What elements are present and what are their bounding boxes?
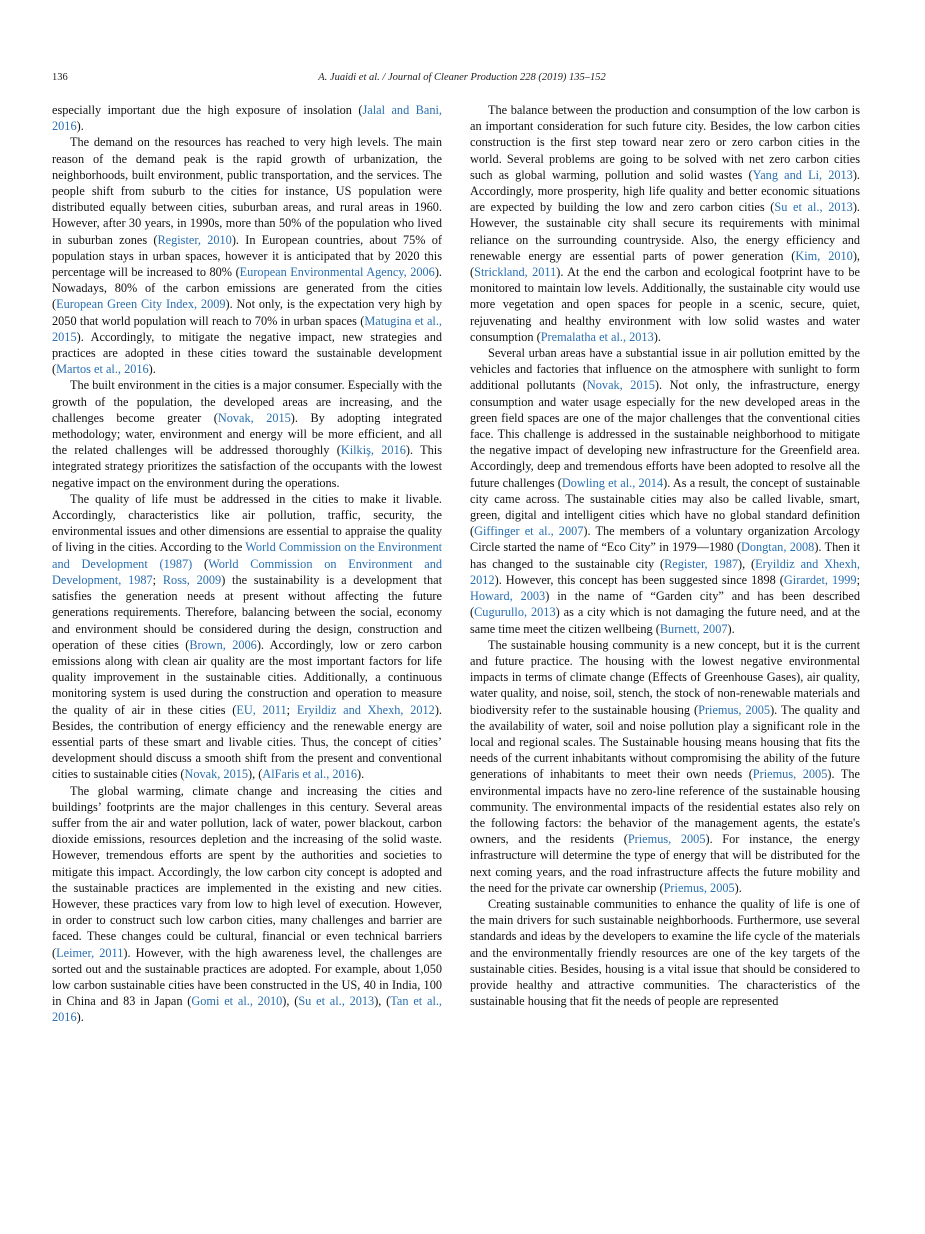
paragraph-text: ). [76, 119, 84, 134]
paragraph-text: ; [856, 572, 860, 587]
citation-link[interactable]: Eryildiz and Xhexh, 2012 [296, 702, 435, 717]
paragraph-text: Several urban areas have a substantial issue in air pollution emitted by the vehicles and factories that influence on the atmosphere with sunlight to form additional pollutants ( [470, 346, 860, 393]
paragraph-text: The quality of life must be addressed in the cities to make it livable. Accordingly, characteristics like air pollution, traffic, security, the environmental issues and other dimensions are essential to appraise the quality of living in the cities. According to the [52, 491, 442, 555]
citation-link[interactable]: Su et al., 2013 [298, 994, 375, 1009]
citation-link[interactable]: Novak, 2015 [184, 767, 249, 782]
paragraph [52, 491, 442, 783]
citation-link[interactable]: Matugina et al., 2015 [52, 313, 442, 344]
paragraph-text: ). For instance, the energy infrastructure will determine the type of energy that will be distributed for the next coming years, and the road infrastructure affects the future mobility and the need for the private car ownership ( [470, 832, 860, 895]
citation-link[interactable]: Yang and Li, 2013 [752, 167, 853, 182]
paragraph [470, 102, 860, 345]
citation-link[interactable]: Dowling et al., 2014 [561, 475, 664, 490]
paragraph-text: especially important due the high exposure of insolation ( [52, 103, 363, 117]
paragraph-text: The global warming, climate change and increasing the cities and buildings’ footprints are the major challenges in this century. Several areas suffer from the air and water pollution, lack of water, power blackout, carbon dioxide emissions, resources depletion and the increasing of the solid waste. However, tremendous efforts are spent by the authorities and societies to mitigate this impact. Accordingly, the low carbon city concept is adopted and the sustainable practices are implemented in the existing and new cities. However, these practices vary from low to high level of execution. However, in order to construct such low carbon cities, many challenges and barrier are faced. These changes could be cultural, financial or even technical barriers ( [52, 783, 442, 960]
paragraph-text: ), ( [248, 767, 263, 782]
citation-link[interactable]: European Green City Index, 2009 [56, 297, 226, 312]
citation-link[interactable]: Leimer, 2011 [56, 945, 124, 960]
citation-link[interactable]: Jalal and Bani, 2016 [52, 103, 442, 134]
paragraph-text: ). [76, 1010, 84, 1025]
paragraph-text: ). Nowadays, 80% of the carbon emissions are generated from the cities ( [52, 265, 442, 312]
paragraph-text: ). [727, 621, 735, 636]
paragraph-text: ). However, this concept has been suggested since 1898 ( [494, 572, 784, 587]
citation-link[interactable]: Register, 2010 [157, 232, 232, 247]
paragraph-text: ) as a city which is not damaging the future need, and at the same time meet the citizen wellbeing ( [470, 605, 860, 636]
paragraph-text: ), ( [282, 994, 299, 1009]
citation-link[interactable]: Dongtan, 2008 [740, 540, 815, 555]
paragraph-text: ; [152, 572, 163, 587]
citation-link[interactable]: Cugurullo, 2013 [474, 605, 556, 620]
paragraph-text: ). The environmental impacts have no zero-line reference of the sustainable housing community. The environmental impacts of the residential estates also rely on the following factors: the behavior of the management agents, the estate's owners, and the residents ( [470, 767, 861, 847]
citation-link[interactable]: World Commission on the Environment and Development (1987) [52, 540, 443, 571]
paragraph-text: ), ( [374, 994, 391, 1009]
citation-link[interactable]: Novak, 2015 [586, 378, 655, 393]
paragraph-text: ; [286, 702, 297, 717]
paragraph-text: ). [356, 767, 365, 782]
citation-link[interactable]: Su et al., 2013 [774, 200, 853, 215]
paragraph-text: ). [653, 329, 661, 344]
citation-link[interactable]: Brown, 2006 [189, 637, 257, 652]
citation-link[interactable]: Novak, 2015 [217, 410, 291, 425]
citation-link[interactable]: Burnett, 2007 [659, 621, 728, 636]
page-header [52, 72, 872, 88]
citation-link[interactable]: Priemus, 2005 [627, 832, 706, 847]
paragraph-text: ). However, the sustainable city shall secure its requirements with minimal reliance on the surrounding countryside. Also, the energy efficiency and renewable energy are essential parts of power generation ( [470, 200, 860, 263]
citation-link[interactable]: Strickland, 2011 [474, 265, 557, 280]
citation-link[interactable]: Gomi et al., 2010 [191, 994, 283, 1009]
citation-link[interactable]: Martos et al., 2016 [56, 362, 149, 377]
paragraph-text: ). Not only, is the expectation very high by 2050 that world population will reach to 70% in urban spaces ( [52, 297, 442, 328]
paragraph-text: The demand on the resources has reached to very high levels. The main reason of the demand peak is the rapid growth of urbanization, the neighborhoods, built environment, public transportation, and the services. The people shift from suburb to the cities for instance, US population were distributed equally between cities, suburban areas, and rural areas in 1960. However, after 30 years, in 1990s, more than 50% of the population who lived in suburban zones ( [52, 135, 442, 247]
paragraph-text: ) in the name of “Garden city” and has been described ( [470, 589, 860, 620]
paragraph-text: The sustainable housing community is a new concept, but it is the current and future practice. The housing with the lowest negative environmental impacts in terms of climate change (Effects of Greenhouse Gases), air quality, water quality, and noise, soil, stench, the stock of non-renewable materials and biodiversity refer to the sustainable housing ( [470, 637, 860, 717]
citation-link[interactable]: Priemus, 2005 [663, 880, 735, 895]
citation-link[interactable]: Priemus, 2005 [752, 767, 828, 782]
citation-link[interactable]: Ross, 2009 [162, 572, 222, 587]
paragraph-text: ), ( [470, 248, 860, 280]
citation-link[interactable]: Register, 1987 [664, 556, 739, 571]
paragraph-text: ( [192, 556, 209, 571]
paragraph [52, 134, 442, 377]
paragraph-text: ). Accordingly, to mitigate the negative impact, new strategies and practices are adopted in these cities toward the sustainable development ( [52, 329, 442, 377]
running-title: A. Juaidi et al. / Journal of Cleaner Production 228 (2019) 135–152 [318, 72, 606, 83]
paragraph-text: ). In European countries, about 75% of population stays in urban spaces, however it is anticipated that by 2020 this percentage will be increased to 80% ( [52, 232, 442, 280]
paragraph-text: ). This integrated strategy prioritizes the satisfaction of the occupants with the lowest negative impact on the environment during the operations. [52, 443, 442, 490]
paragraph [470, 896, 860, 1009]
paragraph-text: ). At the end the carbon and ecological footprint have to be monitored to maintain low levels. Additionally, the sustainable city would use more vegetation and open spaces for people in a scenic, secure, quiet, rejuvenating and healthy environment with low solid wastes and water consumption ( [470, 265, 860, 344]
right-column [470, 102, 860, 1009]
paragraph-text: ). Besides, the contribution of energy efficiency and the renewable energy are essential parts of these smart and livable cities. Thus, the concept of cities’ development should discuss a smooth shift from the present and conventional cities to sustainable cities ( [52, 702, 442, 782]
paragraph [470, 345, 860, 637]
left-column [52, 102, 442, 1026]
citation-link[interactable]: World Commission on Environment and Development, 1987 [52, 556, 442, 587]
citation-link[interactable]: Priemus, 2005 [698, 702, 771, 717]
citation-link[interactable]: AlFaris et al., 2016 [262, 767, 357, 782]
paragraph-text: The balance between the production and consumption of the low carbon is an important consideration for such future city. Besides, the low carbon cities construction is the first step toward near zero or zero carbon cities in the world. Several problems are going to be solved with net zero carbon cities such as global warming, pollution and solid wastes ( [470, 103, 860, 182]
paragraph-text: ). Then it has changed to the sustainable city ( [470, 540, 860, 571]
citation-link[interactable]: Kim, 2010 [795, 248, 853, 263]
paragraph [52, 377, 442, 490]
citation-link[interactable]: Eryildiz and Xhexh, 2012 [470, 556, 861, 587]
citation-link[interactable]: Howard, 2003 [470, 589, 546, 604]
paragraph-text: ). Accordingly, low or zero carbon emissions along with clean air quality are the most important factors for life quality improvement in the sustainable cities. Additionally, a continuous monitoring system is used during the construction and operation to measure the quality of air in these cities ( [52, 637, 443, 717]
citation-link[interactable]: EU, 2011 [236, 702, 287, 717]
page-number: 136 [52, 72, 68, 83]
paragraph-text: ). [734, 880, 742, 895]
paragraph-text: ). The members of a voluntary organization Arcology Circle started the name of “Eco City” in 1979—1980 ( [470, 524, 860, 555]
paragraph-text: ). As a result, the concept of sustainable city came across. The sustainable cities may also be called livable, smart, green, digital and intelligent cities which have no global standard definition ( [470, 475, 860, 539]
paragraph-text: The built environment in the cities is a major consumer. Especially with the growth of the population, the developed areas are increasing, and the challenges become greater ( [52, 378, 442, 425]
paragraph-text: ). By adopting integrated methodology; water, environment and energy will be more efficient, and all the related challenges will be addressed thoroughly ( [52, 410, 442, 458]
citation-link[interactable]: Premalatha et al., 2013 [540, 329, 654, 344]
paragraph-text: ). However, with the high awareness level, the challenges are sorted out and the sustainable practices are adopted. For example, about 1,050 low carbon sustainable cities have been constructed in the US, 40 in India, 100 in China and 83 in Japan ( [52, 945, 442, 1009]
citation-link[interactable]: Kilkiş, 2016 [340, 443, 406, 458]
paragraph-text: ). Not only, the infrastructure, energy consumption and water usage especially for the new developed areas in the green field spaces are one of the major challenges that the conventional cities face. This challenge is addressed in the sustainable neighborhood to mitigate the negative impact of developing new infrastructure for the Greenfield area. Accordingly, deep and tremendous efforts have been adopted to resolve all the future challenges ( [470, 378, 860, 490]
citation-link[interactable]: Girardet, 1999 [783, 572, 857, 587]
paragraph-text: Creating sustainable communities to enhance the quality of life is one of the main drivers for such sustainable neighborhoods. Furthermore, use several standards and ideas by the developers to examine the life cycle of the materials and the environmentally friendly resources are one of the key targets of the sustainable cities. Besides, housing is a vital issue that should be considered to provide healthy and attractive communities. The characteristics of the sustainable housing that fit the needs of people are represented [470, 896, 860, 1009]
paragraph-text: ), ( [738, 556, 756, 571]
paragraph [470, 637, 860, 896]
paragraph-text: ). The quality and the availability of water, soil and noise pollution play a significant role in the local and regional scales. The Sustainable housing means housing that fits the needs of the current inhabitants without compromising the ability of the future generations of inhabitants to meet their own needs ( [470, 702, 860, 782]
paragraph [52, 783, 442, 1026]
citation-link[interactable]: European Environmental Agency, 2006 [239, 265, 435, 280]
paragraph [52, 102, 442, 134]
citation-link[interactable]: Tan et al., 2016 [52, 994, 443, 1025]
citation-link[interactable]: Giffinger et al., 2007 [474, 524, 584, 539]
paragraph-text: ). [148, 362, 156, 377]
paragraph-text: ). Accordingly, more prosperity, high life quality and better economic situations are expected by building the low and zero carbon cities ( [470, 167, 860, 215]
paragraph-text: ) the sustainability is a development that satisfies the generation needs at present without affecting the future generations requirements. Therefore, balancing between the social, economy and environment should be considered during the design, construction and operation of these cities ( [52, 572, 442, 652]
